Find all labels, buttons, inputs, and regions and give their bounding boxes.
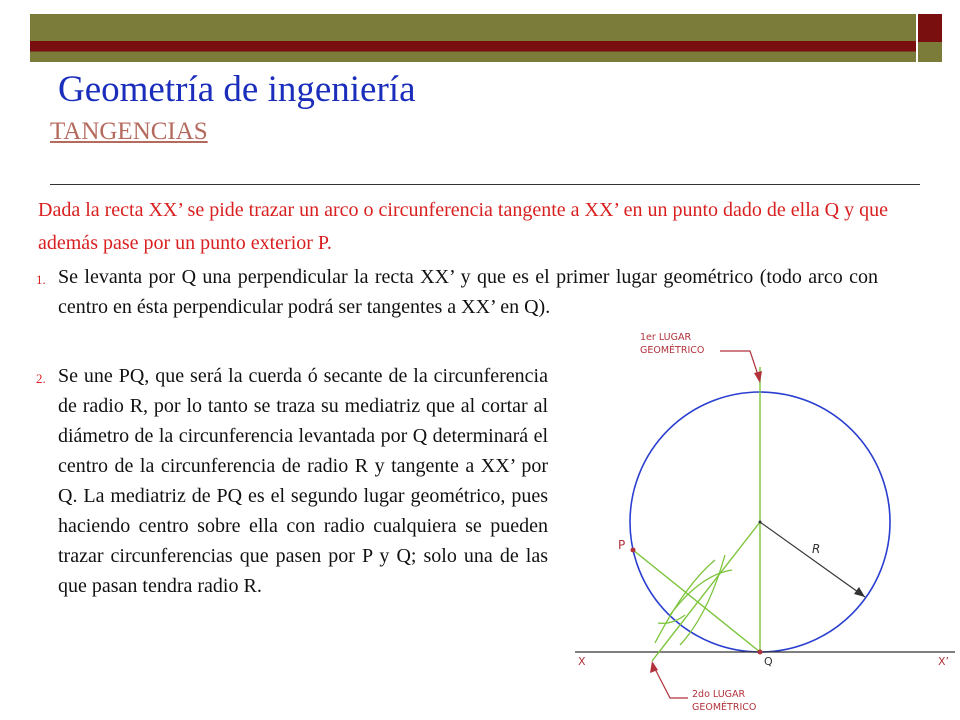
label-p: P bbox=[618, 538, 626, 552]
step-2-text: Se une PQ, que será la cuerda ó secante de la circunferencia de radio R, por lo tanto se traza su mediatriz que al cortar al diámetro de la circunferencia levantada por Q determinará el centro de la circunferencia de radio R y tangente a XX’ por Q. La mediatriz de PQ es el segundo lugar geométrico, pues haciendo centro sobre ella con radio cualquiera se pueden trazar circunferencias que pasen por P y Q; solo una de las que pasan tendra radio R. bbox=[58, 365, 548, 597]
label-second-locus-1: 2do LUGAR bbox=[692, 689, 746, 700]
tangency-diagram bbox=[560, 325, 960, 720]
label-q: Q bbox=[764, 655, 773, 668]
step-1-text: Se levanta por Q una perpendicular la recta XX’ y que es el primer lugar geométrico (todo arco con centro en ésta perpendicular podrá ser tangentes a XX’ en Q). bbox=[58, 266, 878, 318]
divider-line bbox=[50, 184, 920, 185]
label-x: X bbox=[578, 655, 586, 668]
first-locus-arrowhead bbox=[754, 371, 762, 383]
step-2 bbox=[36, 361, 548, 601]
top-decorative-bar bbox=[30, 14, 916, 62]
label-x-prime: X’ bbox=[938, 655, 950, 668]
top-corner-square-dark bbox=[918, 14, 942, 42]
point-q bbox=[758, 650, 763, 655]
chord-pq bbox=[633, 550, 760, 652]
section-link-tangencias[interactable]: TANGENCIAS bbox=[50, 118, 208, 145]
step-2-number: 2. bbox=[36, 371, 46, 386]
label-first-locus-2: GEOMÉTRICO bbox=[640, 345, 705, 356]
page-title: Geometría de ingeniería bbox=[58, 69, 416, 110]
point-center bbox=[759, 521, 762, 524]
label-first-locus-1: 1er LUGAR bbox=[640, 332, 692, 343]
radius-r-line bbox=[760, 522, 865, 597]
second-locus-arrow bbox=[652, 663, 688, 698]
step-1-number: 1. bbox=[36, 272, 46, 287]
label-second-locus-2: GEOMÉTRICO bbox=[692, 702, 757, 713]
point-p bbox=[631, 548, 636, 553]
construction-arc-2 bbox=[680, 555, 725, 645]
construction-arc-1 bbox=[670, 570, 732, 615]
top-corner-square-olive bbox=[918, 42, 942, 62]
step-1 bbox=[36, 262, 878, 322]
problem-statement: Dada la recta XX’ se pide trazar un arco o circunferencia tangente a XX’ en un punto dado de ella Q y que además pase por un punto exterior P. bbox=[38, 199, 888, 254]
first-locus-arrow bbox=[720, 351, 760, 381]
construction-arc-3 bbox=[655, 560, 715, 643]
radius-arrowhead bbox=[854, 587, 865, 597]
label-r: R bbox=[812, 542, 821, 556]
